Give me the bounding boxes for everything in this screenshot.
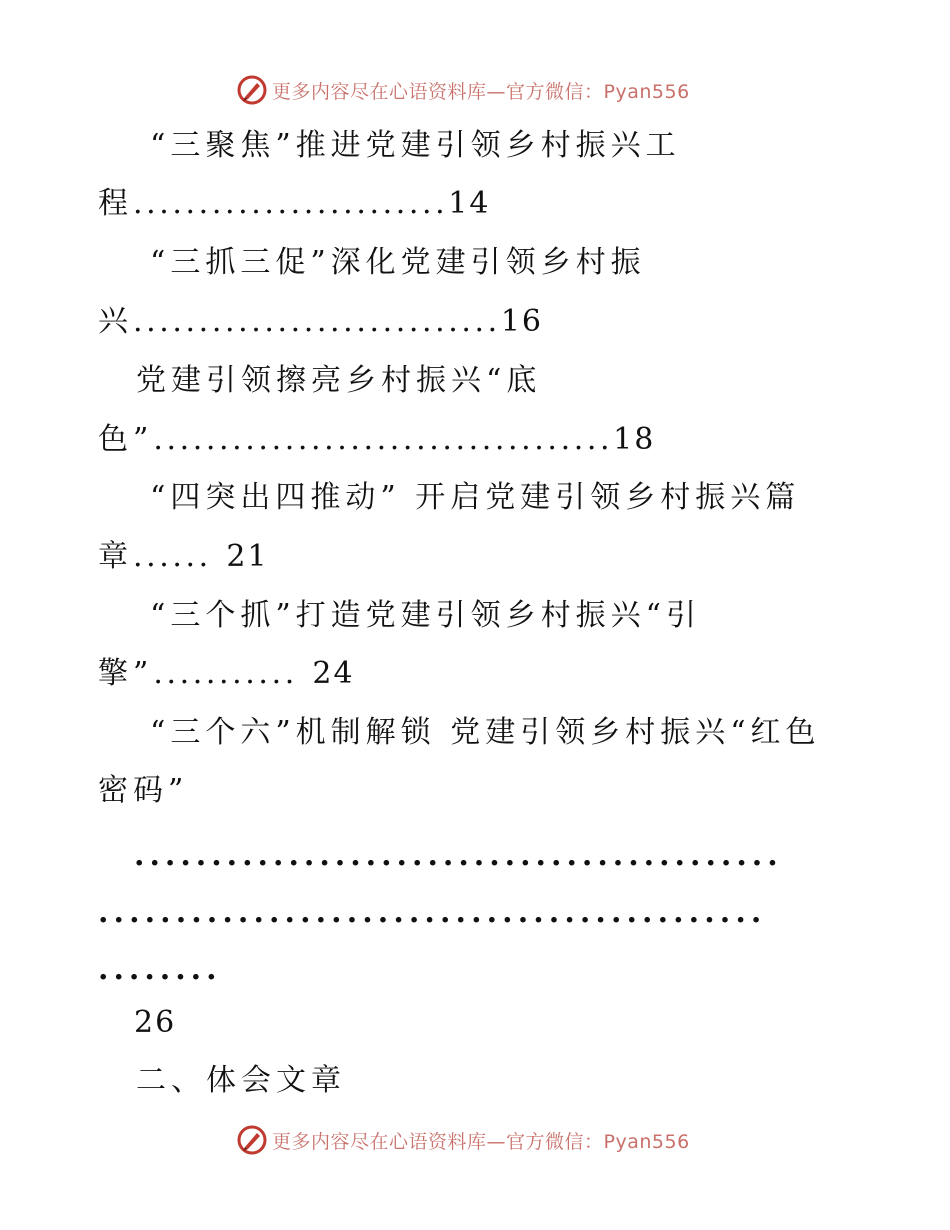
toc-entry-2-page: 16: [500, 304, 543, 339]
toc-entry-2-dots: ............................: [133, 304, 501, 339]
toc-entry-6-dots-1: ..........................................: [134, 838, 783, 873]
pen-logo-icon: [236, 1124, 268, 1156]
toc-entry-5-title: “三个抓”打造党建引领乡村振兴“引: [150, 598, 702, 633]
watermark-bottom: [236, 1122, 690, 1158]
toc-entry-4-title-end: 章: [98, 539, 133, 574]
toc-entry-5-page: 24: [312, 656, 355, 691]
toc-entry-3-title: 党建引领擦亮乡村振兴“底: [136, 363, 542, 398]
watermark-text: 更多内容尽在心语资料库—官方微信：Pyan556: [272, 80, 690, 103]
toc-entry-3-title-end: 色”: [98, 422, 154, 457]
toc-entry-6-title-end: 密码”: [98, 773, 189, 808]
toc-entry-5-leader: [98, 654, 355, 694]
toc-entry-4-dots: ......: [133, 539, 212, 574]
toc-entry-6-page: 26: [134, 1005, 177, 1040]
toc-entry-4-page: 21: [226, 539, 269, 574]
section-heading: 二、体会文章: [136, 1063, 346, 1098]
toc-entry-1-page: 14: [448, 186, 491, 221]
toc-entry-5-dots: ...........: [153, 656, 298, 691]
toc-entry-3-page: 18: [613, 422, 656, 457]
toc-entry-6-dots-2: ...........................................: [98, 895, 767, 930]
toc-entry-4-title: “四突出四推动” 开启党建引领乡村振兴篇: [150, 480, 801, 515]
toc-entry-4-leader: [98, 537, 269, 577]
toc-entry-2-title: “三抓三促”深化党建引领乡村振: [150, 245, 646, 280]
pen-logo-icon: [236, 74, 268, 106]
toc-entry-1-leader: [98, 184, 490, 224]
toc-entry-2-title-end: 兴: [98, 304, 133, 339]
toc-entry-1-title-end: 程: [98, 186, 133, 221]
toc-entry-5-title-end: 擎”: [98, 656, 154, 691]
toc-entry-1-title: “三聚焦”推进党建引领乡村振兴工: [150, 128, 681, 163]
watermark-top: [236, 72, 690, 108]
toc-entry-1-dots: ........................: [133, 186, 449, 221]
toc-entry-6-title: “三个六”机制解锁 党建引领乡村振兴“红色: [150, 715, 821, 750]
toc-entry-3-dots: ...................................: [153, 422, 614, 457]
watermark-text: 更多内容尽在心语资料库—官方微信：Pyan556: [272, 1130, 690, 1153]
toc-entry-6-dots-3: ........: [98, 952, 222, 987]
toc-entry-3-leader: [98, 420, 655, 460]
toc-entry-2-leader: [98, 302, 543, 342]
